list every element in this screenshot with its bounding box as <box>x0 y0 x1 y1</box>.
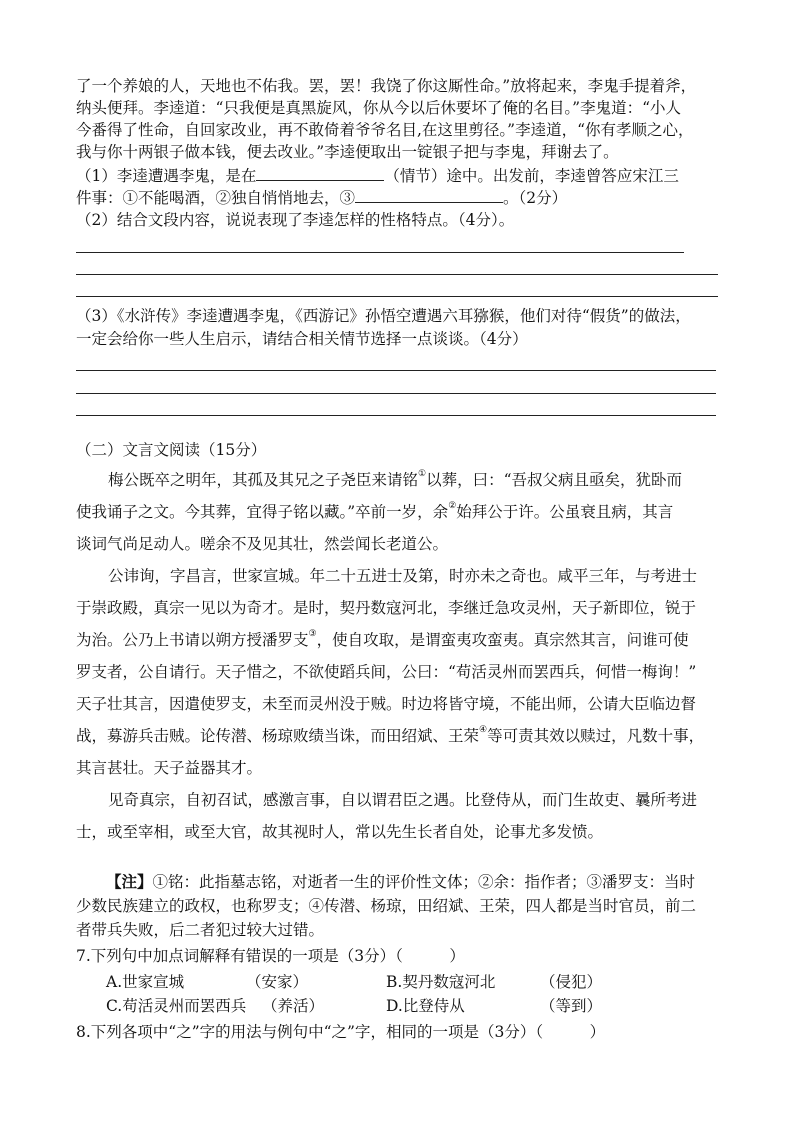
answer-line[interactable] <box>76 370 716 371</box>
answer-blank-plot[interactable] <box>256 164 384 181</box>
footnote-mark: ① <box>418 469 427 479</box>
footnote-mark: ② <box>448 501 457 511</box>
note-line: 者带兵失败，后二者犯过较大过错。 <box>76 921 325 939</box>
answer-blank-third-promise[interactable] <box>355 186 503 203</box>
section-title: （二）文言文阅读（15分） <box>76 441 267 459</box>
wenyan-line: 天子壮其言，因遣使罗支，未至而灵州没于贼。时边将皆守境，不能出师，公请大臣临边督 <box>76 695 697 713</box>
question-1-text-a: （1）李逵遭遇李鬼，是在 <box>76 167 257 185</box>
question-8-stem: 8.下列各项中“之”字的用法与例句中“之”字，相同的一项是（3分）（ ） <box>76 1023 606 1041</box>
passage-line: 了一个养娘的人，天地也不佑我。罢，罢！我饶了你这厮性命。”放将起来，李鬼手提着斧， <box>76 77 697 95</box>
option-d-gloss: （等到） <box>540 997 603 1015</box>
wenyan-line: 见奇真宗，自初召试，感激言事，自以谓君臣之遇。比登侍从，而门生故吏、曩所考进 <box>108 791 698 809</box>
passage-line: 纳头便拜。李逵道：“只我便是真黑旋风，你从今以后休要坏了俺的名目。”李鬼道：“小人 <box>76 99 682 117</box>
answer-line[interactable] <box>76 296 718 297</box>
note-line: 【注】①铭：此指墓志铭，对逝者一生的评价性文体；②余：指作者；③潘罗支：当时 <box>106 872 696 891</box>
note-heading: 【注】 <box>106 872 153 891</box>
question-1-text-d: 。（2分） <box>503 189 568 207</box>
question-2: （2）结合文段内容，说说表现了李逵怎样的性格特点。（4分）。 <box>76 211 515 229</box>
question-1-text-b: （情节）途中。出发前，李逵曾答应宋江三 <box>384 167 679 185</box>
question-1-line-1 <box>76 164 679 186</box>
footnote-mark: ④ <box>479 725 488 735</box>
option-d[interactable]: D.比登侍从 <box>386 997 465 1015</box>
answer-line[interactable] <box>76 415 716 416</box>
option-c-gloss: （养活） <box>262 997 325 1015</box>
answer-line[interactable] <box>76 274 718 275</box>
question-3-line: （3）《水浒传》李逵遭遇李鬼，《西游记》孙悟空遭遇六耳猕猴，他们对待“假货”的做法， <box>76 307 691 325</box>
wenyan-line: 梅公既卒之明年，其孤及其兄之子尧臣来请铭①以葬，曰：“吾叔父病且亟矣，犹卧而 <box>108 469 683 489</box>
passage-line: 我与你十两银子做本钱，便去改业。”李逵便取出一锭银子把与李鬼，拜谢去了。 <box>76 143 619 161</box>
wenyan-line: 士，或至宰相，或至大官，故其视时人，常以先生长者自处，论事尤多发愤。 <box>76 823 604 841</box>
wenyan-line: 于崇政殿，真宗一见以为奇才。是时，契丹数寇河北，李继迁急攻灵州，天子新即位，锐于 <box>76 599 697 617</box>
wenyan-line: 战，募游兵击贼。论传潜、杨琼败绩当诛，而田绍斌、王荣④等可责其效以赎过，凡数十事， <box>76 725 705 745</box>
answer-line[interactable] <box>76 252 684 253</box>
answer-line[interactable] <box>76 393 716 394</box>
wenyan-line: 其言甚壮。天子益器其才。 <box>76 759 263 777</box>
wenyan-line: 罗支者，公自请行。天子惜之，不欲使蹈兵间，公曰：“苟活灵州而罢西兵，何惜一梅询！” <box>76 663 697 681</box>
question-1-text-c: 件事：①不能喝酒，②独自悄悄地去，③ <box>76 189 356 207</box>
wenyan-line: 使我诵子之文。今其葬，宜得子铭以藏。”卒前一岁，余②始拜公于许。公虽衰且病，其言 <box>76 501 674 521</box>
question-3-line: 一定会给你一些人生启示，请结合相关情节选择一点谈谈。（4分） <box>76 330 528 348</box>
question-1-line-2 <box>76 186 567 208</box>
wenyan-line: 为治。公乃上书请以朔方授潘罗支③，使自攻取，是谓蛮夷攻蛮夷。真宗然其言，问谁可使 <box>76 629 689 649</box>
option-a-gloss: （安家） <box>246 973 309 991</box>
note-line: 少数民族建立的政权，也称罗支；④传潜、杨琼，田绍斌、王荣，四人都是当时官员，前二 <box>76 897 697 915</box>
passage-line: 今番得了性命，自回家改业，再不敢倚着爷爷名目,在这里剪径。”李逵道，“你有孝顺之心， <box>76 121 694 139</box>
wenyan-line: 公讳询，字昌言，世家宣城。年二十五进士及第，时亦未之奇也。咸平三年，与考进士 <box>108 567 698 585</box>
wenyan-line: 谈词气尚足动人。嗟余不及见其壮，然尝闻长老道公。 <box>76 535 449 553</box>
footnote-mark: ③ <box>308 629 317 639</box>
option-a[interactable]: A.世家宣城 <box>106 973 185 991</box>
question-7-stem: 7.下列句中加点词解释有错误的一项是（3分）（ ） <box>76 947 465 965</box>
option-b[interactable]: B.契丹数寇河北 <box>386 973 496 991</box>
option-c[interactable]: C.苟活灵州而罢西兵 <box>106 997 247 1015</box>
option-b-gloss: （侵犯） <box>540 973 603 991</box>
